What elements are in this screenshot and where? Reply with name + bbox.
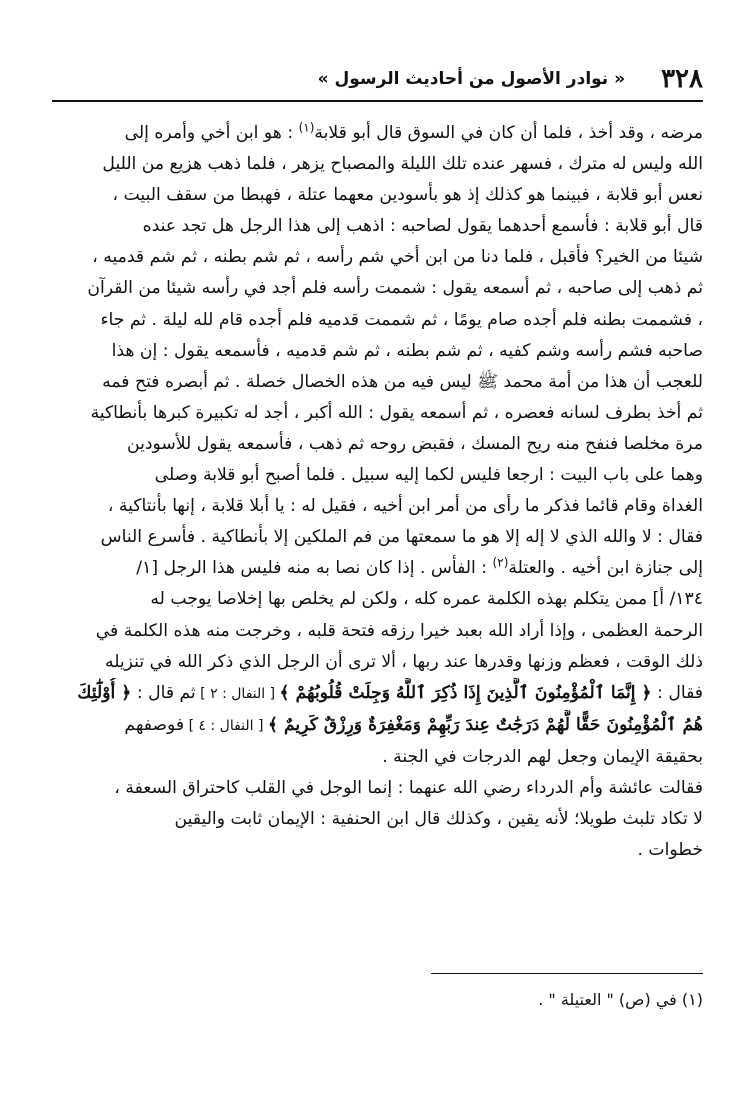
text-line: ذلك الوقت ، فعظم وزنها وقدرها عند ربها ، ألا ترى أن الرجل الذي ذكر الله في تنزيله: [104, 651, 703, 672]
text-line: شيئا من الخير؟ فأقبل ، فلما دنا من ابن أخي شم رأسه ، ثم شم بطنه ، ثم شم قدميه ،: [92, 247, 703, 268]
text-line: إلى جنازة ابن أخيه . والعتلة$^{(٢)}$ : الفأس . إذا كان نصا به منه فليس هذا الرجل [١/: [136, 555, 703, 579]
text-line: خطوات .: [637, 840, 703, 861]
text-line: الله وليس له مترك ، فسهر عنده تلك الليلة والمصباح يزهر ، فلما ذهب هزيع من الليل: [102, 154, 703, 175]
text-line: فقال : لا والله الذي لا إله إلا هو ما سمعتها من فم الملكين إلا بأنطاكية . فأسرع الناس: [100, 527, 703, 548]
footnote-mark-1: (١): [298, 120, 315, 135]
body-text: [52, 118, 703, 866]
text-line: فقال : ﴿ إِنَّمَا ٱلْمُؤْمِنُونَ ٱلَّذِينَ إِذَا ذُكِرَ ٱللَّهُ وَجِلَتْ قُلُوبُهُمْ ﴾ [ النفال : ٢ ] ثم قال : ﴿ أُوْلَٰٓئِكَ: [77, 682, 703, 703]
text-line: نعس أبو قلابة ، فبينما هو كذلك إذ هو بأسودين معهما عتلة ، فهبطا من سقف البيت ،: [112, 185, 703, 206]
text-line: قال أبو قلابة : فأسمع أحدهما يقول لصاحبه : اذهب إلى هذا الرجل هل تجد عنده: [142, 216, 703, 237]
text-line: ثم أخذ بطرف لسانه فعصره ، ثم أسمعه يقول : الله أكبر ، أجد له تكبيرة كبرها بأنطاكية: [90, 402, 703, 423]
paragraph-second: [52, 773, 703, 866]
text-line: الرحمة العظمى ، وإذا أراد الله بعبد خيرا رزقه فتحة قلبه ، وخرجت منه هذه الكلمة في: [95, 620, 703, 641]
text-line: صاحبه فشم رأسه وشم كفيه ، ثم شم بطنه ، ثم شم قدميه ، فأسمعه يقول : إن هذا: [111, 340, 703, 361]
verse-reference: [ النفال : ٢ ]: [195, 685, 280, 702]
footnote-mark-2: (٢): [492, 555, 509, 570]
verse-reference: [ النفال : ٤ ]: [184, 717, 268, 734]
text-line: الغداة وقام قائما فذكر ما رأى من أمر ابن أخيه ، فقيل له : يا أبلا قلابة ، إنها بأنتاكية ،: [107, 496, 703, 517]
text-line: ١٣٤/ أ] ممن يتكلم بهذه الكلمة عمره كله ، ولكن لم يخلص بها إخلاصا يوجب له: [150, 589, 703, 610]
footnote-rule: [431, 973, 703, 974]
header-rule: [52, 100, 703, 102]
text-line: فقالت عائشة وأم الدرداء رضي الله عنهما : إنما الوجل في القلب كاحتراق السعفة ،: [114, 777, 703, 798]
text-line: بحقيقة الإيمان وجعل لهم الدرجات في الجنة .: [382, 746, 703, 767]
quran-verse: هُمُ ٱلْمُؤْمِنُونَ حَقًّا لَّهُمْ دَرَجَٰتٌ عِندَ رَبِّهِمْ وَمَغْفِرَةٌ وَرِزْقٌ كَرِيمٌ ﴾: [267, 714, 703, 735]
page-number: ٣٢٨: [661, 64, 703, 94]
text-line: هُمُ ٱلْمُؤْمِنُونَ حَقًّا لَّهُمْ دَرَجَٰتٌ عِندَ رَبِّهِمْ وَمَغْفِرَةٌ وَرِزْقٌ كَرِيمٌ ﴾ [ النفال : ٤ ] فوصفهم: [124, 714, 703, 735]
text-line: وهما على باب البيت : ارجعا فليس لكما إليه سبيل . فلما أصبح أبو قلابة وصلى: [154, 465, 703, 486]
text-line: ثم ذهب إلى صاحبه ، ثم أسمعه يقول : شممت رأسه فلم أجد في رأسه شيئا من القرآن: [87, 278, 703, 299]
footnote: (١) في (ص) " العتيلة " .: [538, 990, 703, 1009]
text-line: للعجب أن هذا من أمة محمد ﷺ ليس فيه من هذه الخصال خصلة . ثم أبصره فتح فمه: [102, 371, 703, 392]
text-line: لا تكاد تلبث طويلا؛ لأنه يقين ، وكذلك قال ابن الحنفية : الإيمان ثابت واليقين: [174, 809, 703, 830]
text-line: ، فشممت بطنه فلم أجده صام يومًا ، ثم شممت قدميه فلم أجده قام لله ليلة . ثم جاء: [100, 309, 703, 330]
quran-verse: ﴿ إِنَّمَا ٱلْمُؤْمِنُونَ ٱلَّذِينَ إِذَا ذُكِرَ ٱللَّهُ وَجِلَتْ قُلُوبُهُمْ ﴾: [279, 682, 652, 703]
text-line: مرضه ، وقد أخذ ، فلما أن كان في السوق قال أبو قلابة$^{(١)}$ : هو ابن أخي وأمره إلى: [124, 120, 703, 143]
page-header: [52, 62, 703, 96]
quran-verse: ﴿ أُوْلَٰٓئِكَ: [77, 682, 132, 703]
paragraph-main: [52, 118, 703, 773]
text-line: مرة مخلصا فنفح منه ريح المسك ، فقبض روحه ثم ذهب ، فأسمعه يقول للأسودين: [127, 433, 703, 454]
running-title: « نوادر الأصول من أحاديث الرسول »: [317, 69, 626, 89]
